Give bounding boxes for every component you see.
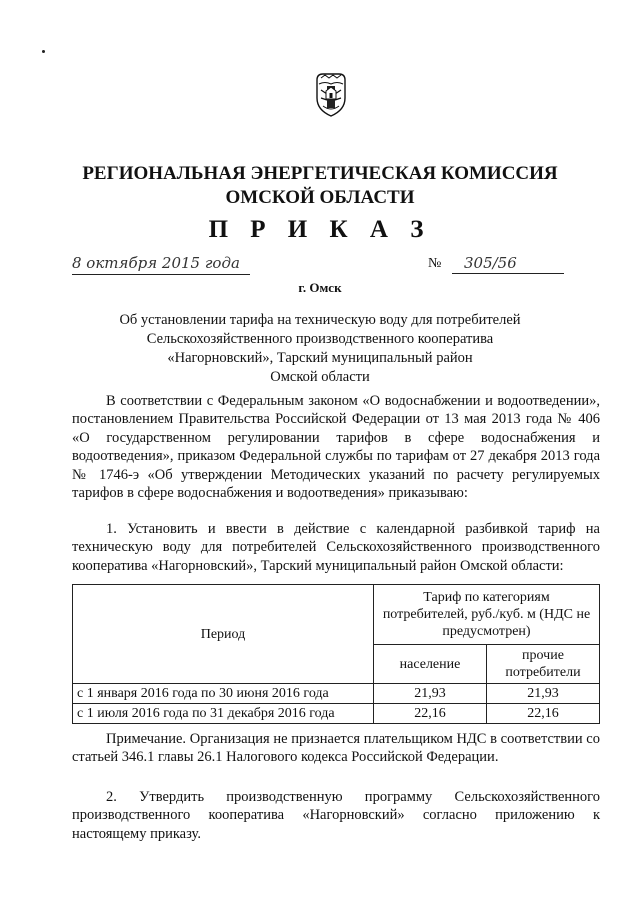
header-period: Период (73, 585, 374, 684)
order-subject (90, 311, 550, 387)
cell-period: с 1 января 2016 года по 30 июня 2016 года (73, 684, 374, 704)
city-label: г. Омск (298, 280, 342, 295)
order-date-field (72, 254, 250, 275)
stray-dot (42, 50, 45, 53)
header-other: прочие потребители (487, 645, 600, 684)
org-name-line2: ОМСКОЙ ОБЛАСТИ (225, 187, 415, 208)
order-date-handwritten: 8 октября 2015 года (72, 254, 240, 272)
cell-other: 22,16 (487, 704, 600, 724)
cell-other: 21,93 (487, 684, 600, 704)
header-tariff: Тариф по категориям потребителей, руб./куб. м (НДС не предусмотрен) (374, 585, 600, 645)
table-header-row (73, 585, 600, 645)
item2-paragraph: 2. Утвердить производственную программу Сельскохозяйственного производственного кооператива «Нагорновский» согласно приложению к настоящему приказу. (72, 789, 600, 842)
note-paragraph: Примечание. Организация не признается плательщиком НДС в соответствии со статьей 346.1 главы 26.1 Налогового кодекса Российской Федерации. (72, 731, 600, 766)
cell-period: с 1 июля 2016 года по 31 декабря 2016 года (73, 704, 374, 724)
org-name-line1: РЕГИОНАЛЬНАЯ ЭНЕРГЕТИЧЕСКАЯ КОМИССИЯ (82, 163, 558, 184)
subject-line: «Нагорновский», Тарский муниципальный район (167, 350, 473, 366)
number-sign: № (428, 256, 442, 271)
coat-of-arms-icon (315, 70, 347, 118)
cell-population: 22,16 (374, 704, 487, 724)
table-row (73, 684, 600, 704)
subject-line: Омской области (270, 369, 370, 385)
cell-population: 21,93 (374, 684, 487, 704)
preamble-paragraph: В соответствии с Федеральным законом «О водоснабжении и водоотведении», постановлением Правительства Российской Федерации от 13 мая 2013 года № 406 «О государственном регулировании тарифов в сфере водоснабжения и водоотведения», приказом Федеральной службы по тарифам от 27 декабря 2013 года № 1746-э «Об утверждении Методических указаний по расчету регулируемых тарифов в сфере водоснабжения и водоотведения» приказываю: (72, 393, 600, 502)
order-number-field (428, 254, 566, 274)
order-number-handwritten: 305/56 (452, 254, 564, 274)
document-title: П Р И К А З (208, 216, 432, 243)
subject-line: Сельскохозяйственного производственного кооператива (146, 331, 494, 347)
item1-paragraph: 1. Установить и ввести в действие с календарной разбивкой тариф на техническую воду для потребителей Сельскохозяйственного производственного кооператива «Нагорновский», Тарский муниципальный район Омской области: (72, 521, 600, 574)
header-population: население (374, 645, 487, 684)
table-row (73, 704, 600, 724)
tariff-table (72, 584, 600, 724)
subject-line: Об установлении тарифа на техническую воду для потребителей (119, 312, 521, 328)
